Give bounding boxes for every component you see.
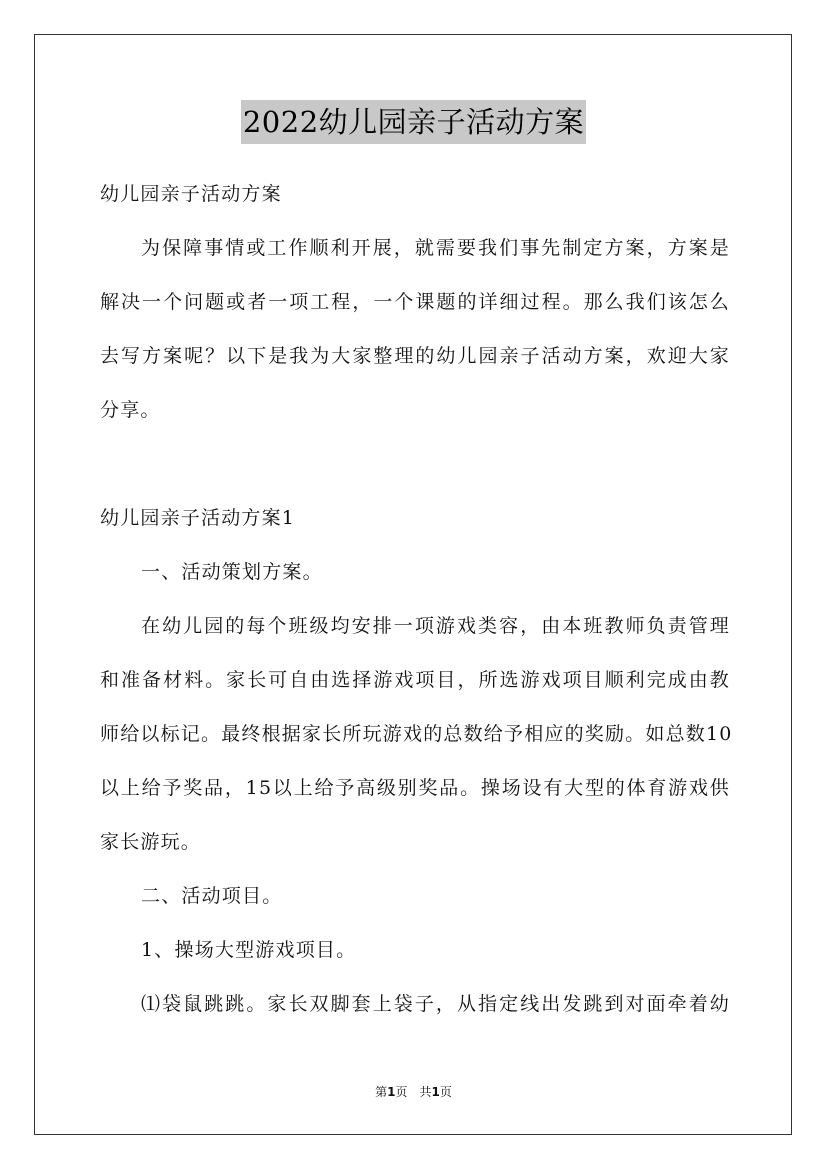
subheading: 一、活动策划方案。	[141, 561, 323, 583]
paragraph-line: 为保障事情或工作顺利开展，就需要我们事先制定方案，方案是	[141, 237, 730, 259]
footer-page-prefix: 第	[375, 1085, 388, 1099]
footer-page-suffix: 页	[439, 1085, 452, 1099]
paragraph-line: 去写方案呢？以下是我为大家整理的幼儿园亲子活动方案，欢迎大家	[100, 345, 730, 367]
section-heading: 幼儿园亲子活动方案	[100, 183, 282, 205]
paragraph-line: 在幼儿园的每个班级均安排一项游戏类容，由本班教师负责管理	[141, 615, 730, 637]
footer-page-number: 1	[387, 1085, 396, 1099]
paragraph-line: 师给以标记。最终根据家长所玩游戏的总数给予相应的奖励。如总数10	[100, 723, 733, 745]
title-wrap	[0, 100, 827, 144]
section-heading: 幼儿园亲子活动方案1	[100, 507, 296, 529]
paragraph-line: ⑴袋鼠跳跳。家长双脚套上袋子，从指定线出发跳到对面牵着幼	[141, 993, 730, 1015]
paragraph-line: 解决一个问题或者一项工程，一个课题的详细过程。那么我们该怎么	[100, 291, 730, 313]
footer-page-mid: 页 共	[395, 1085, 432, 1099]
subheading: 二、活动项目。	[141, 885, 283, 907]
paragraph-line: 以上给予奖品，15以上给予高级别奖品。操场设有大型的体育游戏供	[100, 777, 730, 799]
document-title: 2022幼儿园亲子活动方案	[241, 100, 586, 144]
paragraph-line: 分享。	[100, 399, 161, 421]
subheading: 1、操场大型游戏项目。	[141, 939, 357, 961]
footer-page-total: 1	[431, 1085, 440, 1099]
paragraph-line: 家长游玩。	[100, 831, 202, 853]
page-footer	[0, 1084, 827, 1100]
paragraph-line: 和准备材料。家长可自由选择游戏项目，所选游戏项目顺利完成由教	[100, 669, 730, 691]
